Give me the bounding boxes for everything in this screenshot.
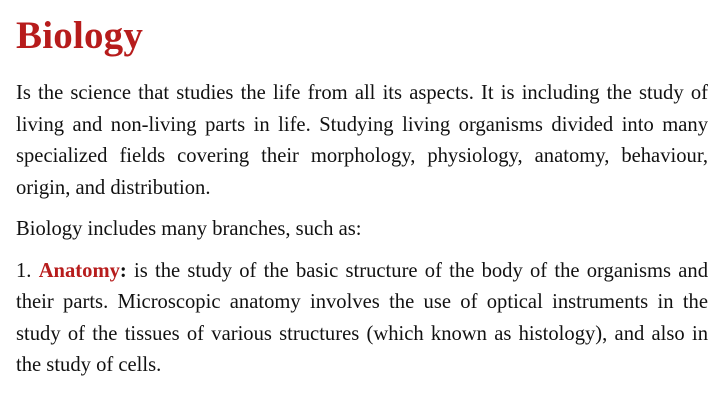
branches-intro: Biology includes many branches, such as:: [16, 218, 362, 240]
branch-item-anatomy: [16, 256, 708, 382]
branch-term-colon: :: [119, 259, 127, 282]
slide-body: [16, 78, 708, 382]
branch-number: 1.: [16, 259, 32, 282]
branch-term: Anatomy: [38, 259, 120, 282]
slide-title: Biology: [16, 14, 144, 57]
intro-paragraph: Is the science that studies the life from all its aspects. It is including the study of living and non-living parts in life. Studying living organisms divided into many specialized fields covering their morphology, physiology, anatomy, behaviour, origin, and distribution.: [16, 82, 708, 199]
branch-description: is the study of the basic structure of the body of the organisms and their parts. Microscopic anatomy involves the use of optical instruments in the study of the tissues of various structures (which known as histology), and also in the study of cells.: [16, 259, 708, 376]
